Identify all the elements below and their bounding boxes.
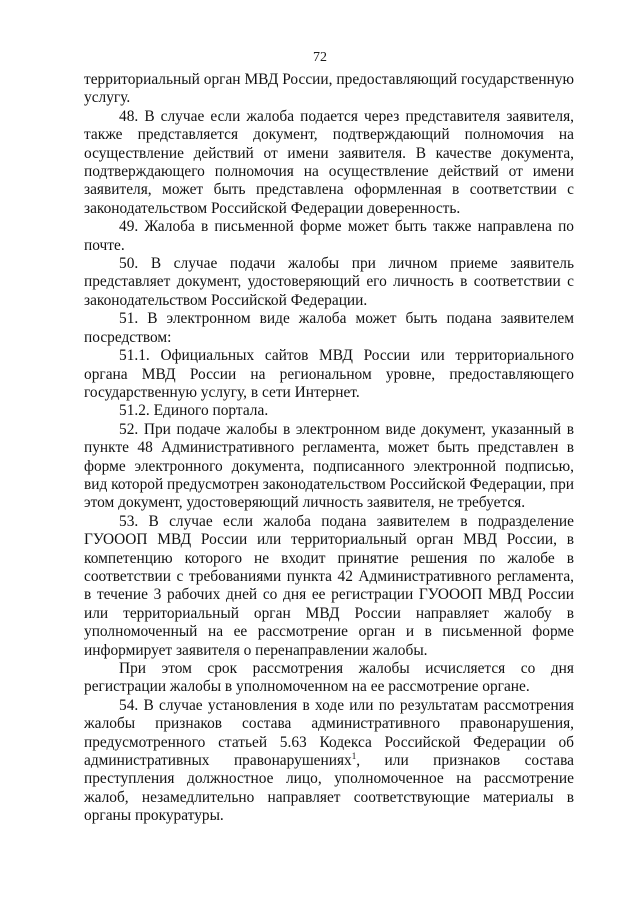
paragraph-54 xyxy=(84,697,574,826)
paragraph-51: 51. В электронном виде жалоба может быть подана заявителем посредством: xyxy=(84,310,574,346)
paragraph-53-note: При этом срок рассмотрения жалобы исчисляется со дня регистрации жалобы в уполномоченном на ее рассмотрение органе. xyxy=(84,660,574,696)
footnote-mark: 1 xyxy=(351,750,357,761)
paragraph-52: 52. При подаче жалобы в электронном виде документ, указанный в пункте 48 Административного регламента, может быть представлен в форме электронного документа, подписанного электронной подписью, вид которой предусмотрен законодательством Российской Федерации, при этом документ, удостоверяющий личность заявителя, не требуется. xyxy=(84,420,574,512)
paragraph-53: 53. В случае если жалоба подана заявителем в подразделение ГУОООП МВД России или территориальный орган МВД России, в компетенцию которого не входит принятие решения по жалобе в соответствии с требованиями пункта 42 Административного регламента, в течение 3 рабочих дней со дня ее регистрации ГУОООП МВД России или территориальный орган МВД России направляет жалобу в уполномоченный на ее рассмотрение орган и в письменной форме информирует заявителя о перенаправлении жалобы. xyxy=(84,512,574,659)
document-body xyxy=(84,71,574,826)
page-number: 72 xyxy=(313,50,327,65)
paragraph-51-1: 51.1. Официальных сайтов МВД России или территориального органа МВД России на региональном уровне, предоставляющего государственную услугу, в сети Интернет. xyxy=(84,347,574,401)
paragraph-49: 49. Жалоба в письменной форме может быть также направлена по почте. xyxy=(84,218,574,254)
paragraph-54-text-end: , или признаков состава преступления должностное лицо, уполномоченное на рассмотрение жалоб, незамедлительно направляет соответствующие материалы в органы прокуратуры. xyxy=(84,752,574,825)
paragraph-54-text: 54. В случае установления в ходе или по результатам рассмотрения жалобы признаков состава административного правонарушения, предусмотренного статьей 5.63 Кодекса Российской Федерации об административных правонарушениях xyxy=(84,696,574,770)
paragraph-51-2: 51.2. Единого портала. xyxy=(119,402,269,420)
paragraph-50: 50. В случае подачи жалобы при личном приеме заявитель представляет документ, удостоверяющий его личность в соответствии с законодательством Российской Федерации. xyxy=(84,255,574,309)
paragraph-48: 48. В случае если жалоба подается через представителя заявителя, также представляется документ, подтверждающий полномочия на осуществление действий от имени заявителя. В качестве документа, подтверждающего полномочия на осуществление действий от имени заявителя, может быть представлена оформленная в соответствии с законодательством Российской Федерации доверенность. xyxy=(84,107,574,217)
paragraph-continuation: территориальный орган МВД России, предоставляющий государственную услугу. xyxy=(84,71,574,107)
